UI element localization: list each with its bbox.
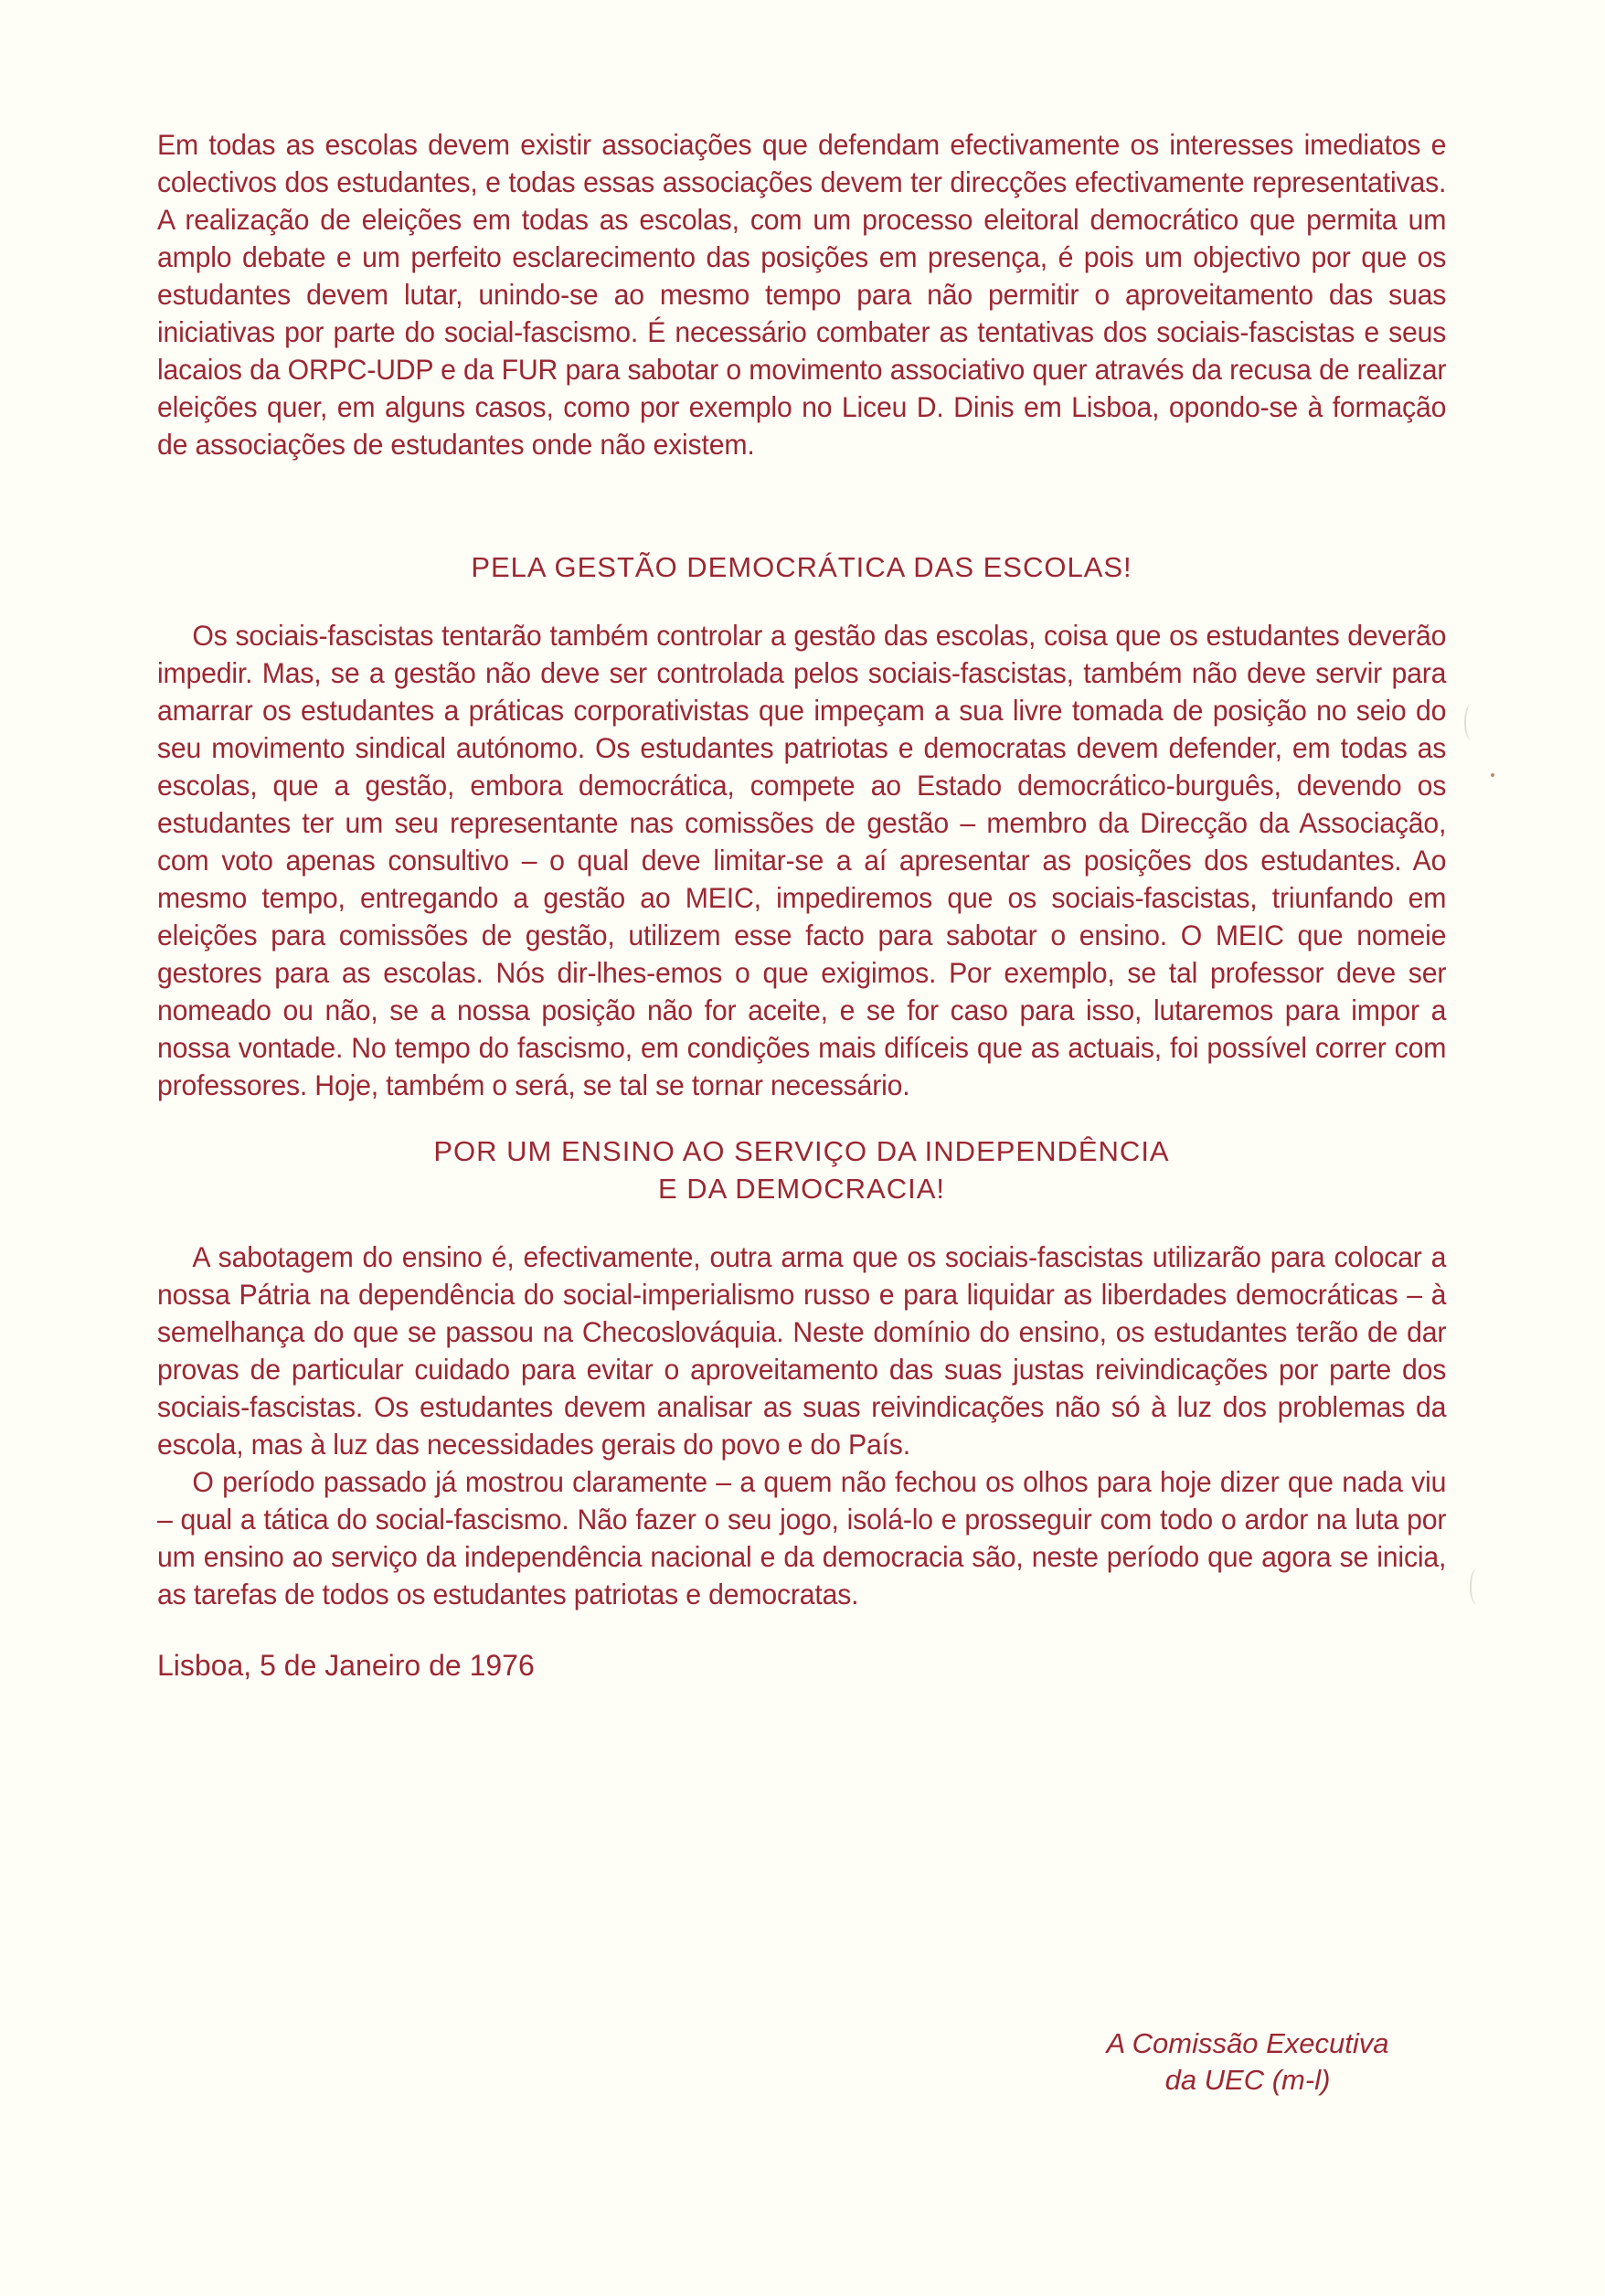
heading-gestao-democratica: PELA GESTÃO DEMOCRÁTICA DAS ESCOLAS! <box>471 551 1132 583</box>
paragraph-periodo-passado: O período passado já mostrou claramente – a quem não fechou os olhos para hoje dizer que nada viu – qual a tática do social-fascismo. Não fazer o seu jogo, isolá-lo e prosseguir com todo o ardor na luta por um ensino ao serviço da independência nacional e da democracia são, neste período que agora se inicia, as tarefas de todos os estudantes patriotas e democratas. <box>157 1465 1447 1610</box>
date-line: Lisboa, 5 de Janeiro de 1976 <box>157 1649 535 1682</box>
spacer <box>157 1104 1446 1132</box>
binding-mark-icon <box>1464 704 1479 740</box>
paragraph-gestao: Os sociais-fascistas tentarão também controlar a gestão das escolas, coisa que os estudantes deverão impedir. Mas, se a gestão não deve ser controlada pelos sociais-fascistas, também não deve servir para amarrar os estudantes a práticas corporativistas que impeçam a sua livre tomada de posição no seio do seu movimento sindical autónomo. Os estudantes patriotas e democratas devem defender, em todas as escolas, que a gestão, embora democrática, compete ao Estado democrático-burguês, devendo os estudantes ter um seu representante nas comissões de gestão – membro da Direcção da Associação, com voto apenas consultivo – o qual deve limitar-se a aí apresentar as posições dos estudantes. Ao mesmo tempo, entregando a gestão ao MEIC, impediremos que os sociais-fascistas, triunfando em eleições para comissões de gestão, utilizem esse facto para sabotar o ensino. O MEIC que nomeie gestores para as escolas. Nós dir-lhes-emos o que exigimos. Por exemplo, se tal professor deve ser nomeado ou não, se a nossa posição não for aceite, e se for caso para isso, lutaremos para impor a nossa vontade. No tempo do fascismo, em condições mais difíceis que as actuais, foi possível correr com professores. Hoje, também o será, se tal se tornar necessário. <box>157 619 1447 1101</box>
paragraph-sabotagem: A sabotagem do ensino é, efectivamente, outra arma que os sociais-fascistas utilizarão para colocar a nossa Pátria na dependência do social-imperialismo russo e para liquidar as liberdades democráticas – à semelhança do que se passou na Checoslováquia. Neste domínio do ensino, os estudantes terão de dar provas de particular cuidado para evitar o aproveitamento das suas justas reivindicações por parte dos sociais-fascistas. Os estudantes devem analisar as suas reivindicações não só à luz dos problemas da escola, mas à luz das necessidades gerais do povo e do País. <box>157 1240 1447 1461</box>
spacer <box>157 1613 1446 1647</box>
signature-block <box>1074 2025 1421 2099</box>
scan-speck-icon <box>1491 773 1494 777</box>
heading-ensino-line-1: POR UM ENSINO AO SERVIÇO DA INDEPENDÊNCIA <box>433 1135 1170 1167</box>
heading-ensino-line-2: E DA DEMOCRACIA! <box>658 1173 945 1205</box>
paragraph-associacoes: Em todas as escolas devem existir associações que defendam efectivamente os interesses imediatos e colectivos dos estudantes, e todas essas associações devem ter direcções efectivamente representativas. A realização de eleições em todas as escolas, com um processo eleitoral democrático que permita um amplo debate e um perfeito esclarecimento das posições em presença, é pois um objectivo por que os estudantes devem lutar, unindo-se ao mesmo tempo para não permitir o aproveitamento das suas iniciativas por parte do social-fascismo. É necessário combater as tentativas dos sociais-fascistas e seus lacaios da ORPC-UDP e da FUR para sabotar o movimento associativo quer através da recusa de realizar eleições quer, em alguns casos, como por exemplo no Liceu D. Dinis em Lisboa, opondo-se à formação de associações de estudantes onde não existem. <box>157 128 1447 461</box>
binding-mark-icon <box>1470 1568 1484 1605</box>
spacer <box>157 463 1446 548</box>
signature-line-1: A Comissão Executiva <box>1106 2027 1389 2059</box>
spacer <box>157 1207 1446 1238</box>
spacer <box>157 586 1446 617</box>
signature-line-2: da UEC (m-l) <box>1164 2064 1331 2096</box>
document-page <box>157 126 1446 1685</box>
